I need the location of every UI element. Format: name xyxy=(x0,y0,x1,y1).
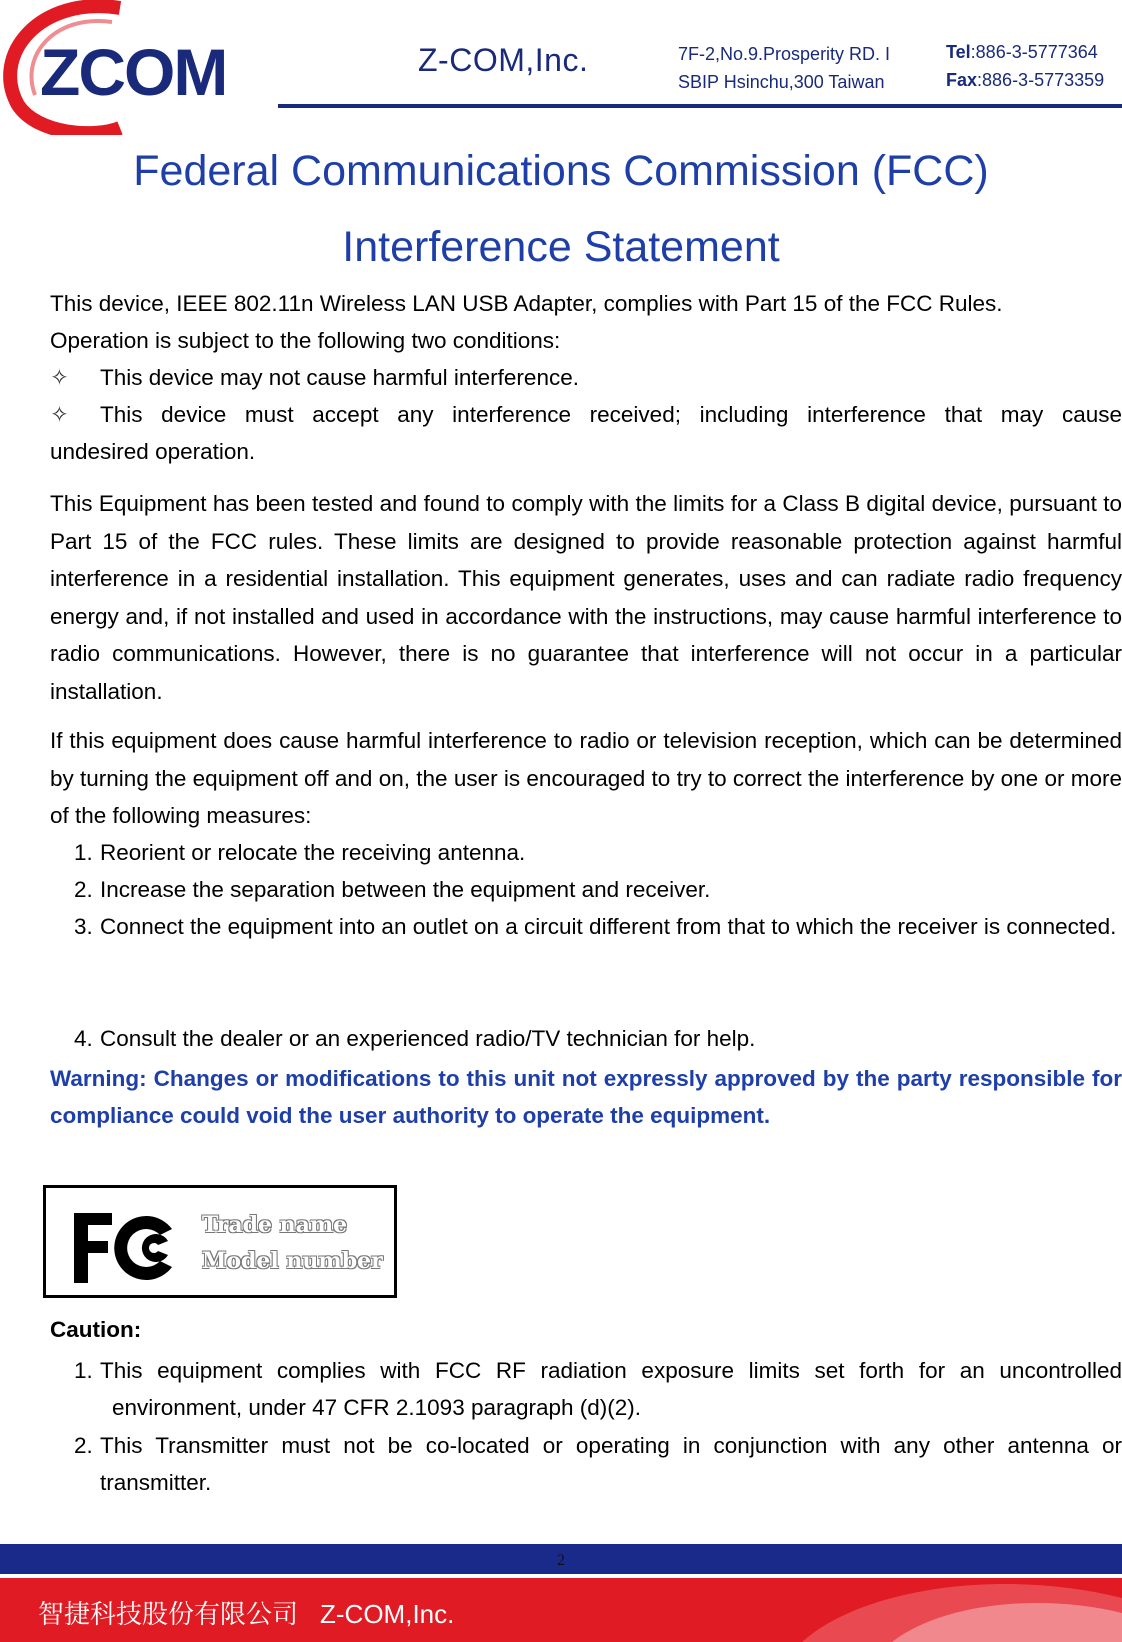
header-divider xyxy=(278,104,1122,108)
page-footer xyxy=(0,1544,1122,1642)
caution-text: This Transmitter must not be co-located or operating in conjunction with any other antenna or xyxy=(100,1433,1122,1458)
fax-value: :886-3-5773359 xyxy=(977,70,1105,90)
condition-item xyxy=(50,396,1122,434)
page-number: 2 xyxy=(557,1552,565,1569)
condition-text: This device must accept any interference received; including interference that may cause xyxy=(100,402,1122,427)
caution-text-continued: environment, under 47 CFR 2.1093 paragraph (d)(2). xyxy=(112,1395,642,1420)
zcom-logo-icon xyxy=(0,0,280,135)
company-name: Z-COM,Inc. xyxy=(418,42,589,78)
caution-text: This equipment complies with FCC RF radiation exposure limits set forth for an uncontrolled xyxy=(100,1358,1122,1383)
footer-company xyxy=(38,1594,454,1631)
footer-swoosh-icon xyxy=(742,1578,1122,1642)
footer-company-name: Z-COM,Inc. xyxy=(320,1599,455,1629)
tel-label: Tel xyxy=(946,42,971,62)
measure-text: Consult the dealer or an experienced radio/TV technician for help. xyxy=(100,1026,756,1051)
condition-text-continued: undesired operation. xyxy=(50,439,256,464)
model-number-label: Model number xyxy=(202,1248,383,1274)
measure-text: Increase the separation between the equipment and receiver. xyxy=(100,877,711,902)
caution-number: 2. xyxy=(74,1433,93,1458)
measure-number: 1. xyxy=(74,840,93,865)
condition-item xyxy=(50,359,1122,397)
fcc-label-box xyxy=(43,1185,397,1298)
fax-label: Fax xyxy=(946,70,978,90)
document-title-line-2: Interference Statement xyxy=(342,223,780,271)
intro-line-1: This device, IEEE 802.11n Wireless LAN USB Adapter, complies with Part 15 of the FCC Rules. xyxy=(50,291,1003,316)
trade-name-label: Trade name xyxy=(202,1212,348,1238)
interference-paragraph: If this equipment does cause harmful interference to radio or television reception, which can be determined by turning the equipment off and on, the user is encouraged to try to correct the interference by one or more of the following measures: xyxy=(50,728,1122,828)
logo-text: ZCOM xyxy=(40,35,227,109)
condition-text: This device may not cause harmful interference. xyxy=(100,365,579,390)
diamond-bullet-icon: ✧ xyxy=(50,402,69,427)
measure-number: 3. xyxy=(74,914,93,939)
address-line-2: SBIP Hsinchu,300 Taiwan xyxy=(678,72,885,92)
company-contact xyxy=(946,38,1104,94)
page-header xyxy=(0,0,1122,140)
company-address xyxy=(678,40,890,96)
caution-heading: Caution: xyxy=(50,1317,142,1342)
document-title-line-1: Federal Communications Commission (FCC) xyxy=(133,147,989,195)
fcc-logo-icon xyxy=(72,1211,176,1285)
intro-line-2: Operation is subject to the following two conditions: xyxy=(50,328,561,353)
footer-chinese-name: 智捷科技股份有限公司 xyxy=(38,1599,299,1629)
warning-statement: Warning: Changes or modifications to this unit not expressly approved by the party responsible for compliance could void the user authority to operate the equipment. xyxy=(50,1066,1122,1128)
zcom-logo xyxy=(0,0,280,135)
measure-number: 2. xyxy=(74,877,93,902)
measure-text: Connect the equipment into an outlet on a circuit different from that to which the receiver is connected. xyxy=(100,914,1117,939)
address-line-1: 7F-2,No.9.Prosperity RD. I xyxy=(678,44,891,64)
caution-number: 1. xyxy=(74,1358,93,1383)
measure-text: Reorient or relocate the receiving antenna. xyxy=(100,840,526,865)
caution-text-continued: transmitter. xyxy=(100,1470,212,1495)
compliance-paragraph: This Equipment has been tested and found to comply with the limits for a Class B digital device, pursuant to Part 15 of the FCC rules. These limits are designed to provide reasonable protection against harmful interference in a residential installation. This equipment generates, uses and can radiate radio frequency energy and, if not installed and used in accordance with the instructions, may cause harmful interference to radio communications. However, there is no guarantee that interference will not occur in a particular installation. xyxy=(50,491,1122,704)
tel-value: :886-3-5777364 xyxy=(970,42,1098,62)
measure-number: 4. xyxy=(74,1026,93,1051)
diamond-bullet-icon: ✧ xyxy=(50,365,69,390)
